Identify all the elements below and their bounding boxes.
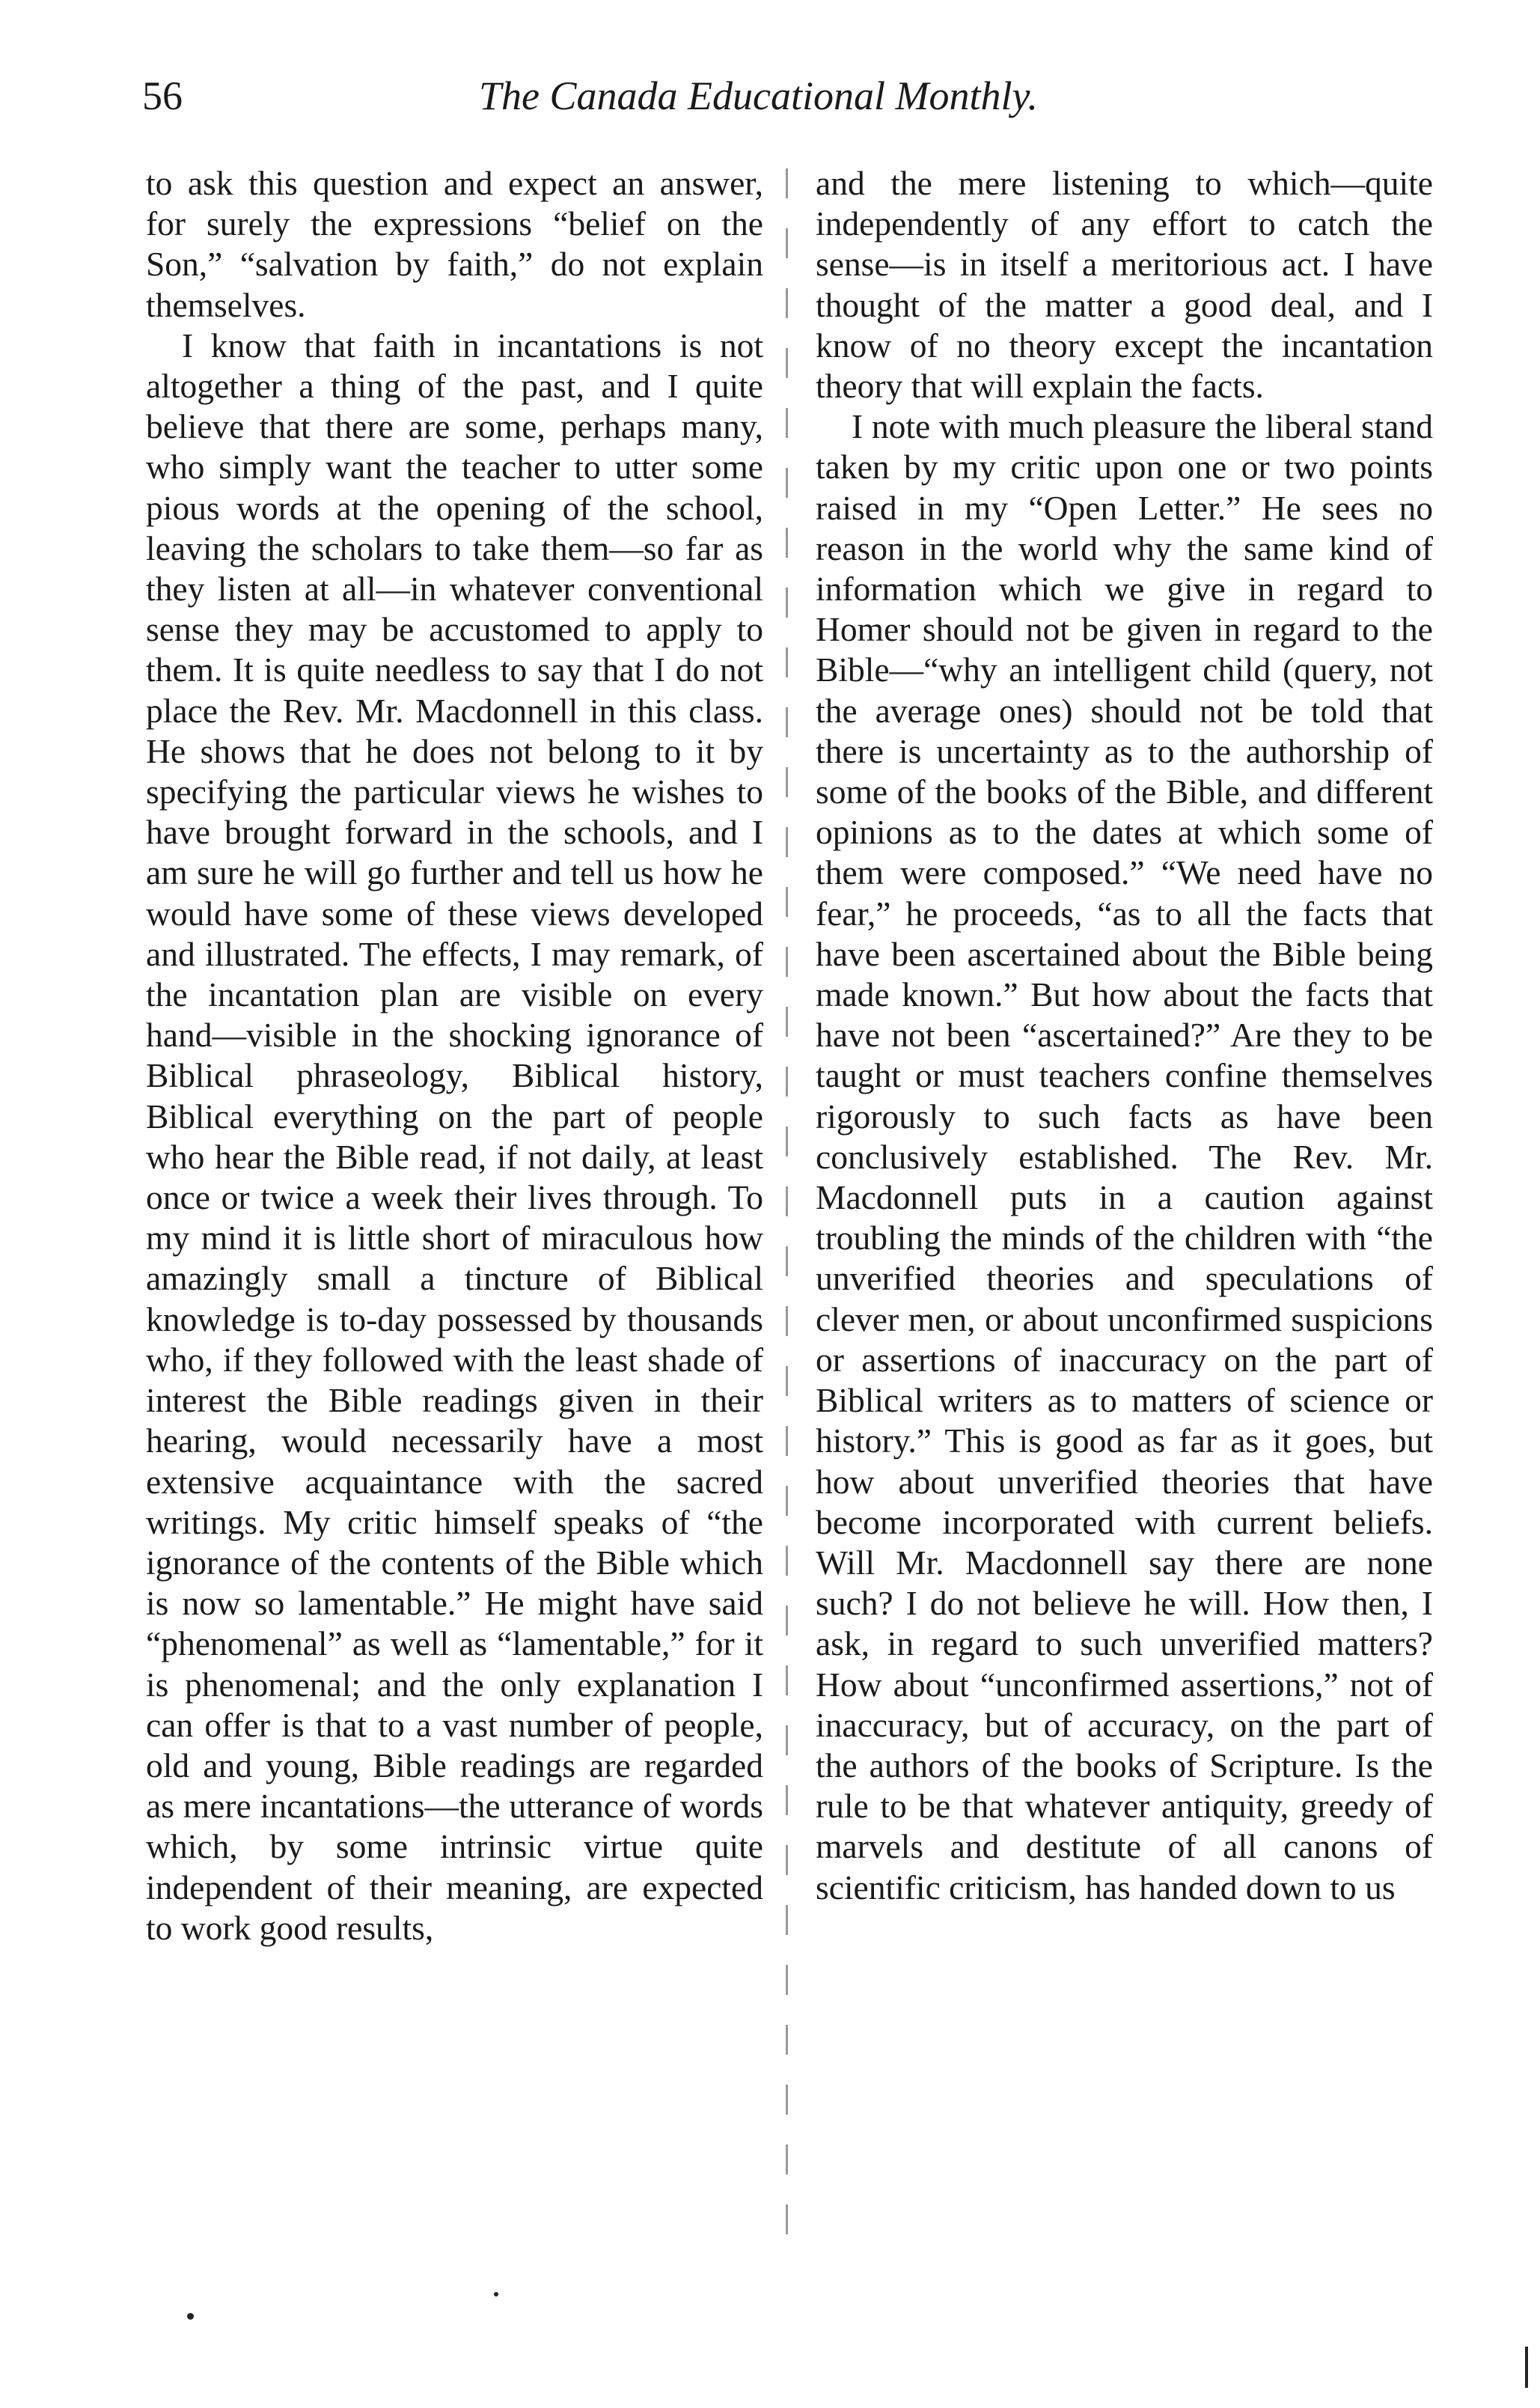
print-speck [494, 2292, 498, 2296]
page-header [142, 66, 1167, 126]
left-paragraph-1: to ask this question and expect an answer, for surely the expressions “belief on the Son,” “salvation by faith,” do not explain themselves. [146, 164, 763, 324]
left-paragraph-2: I know that faith in incantations is not altogether a thing of the past, and I quite believe that there are some, perhaps many, who simply want the teacher to utter some pious words at the opening of the school, leaving the scholars to take them—so far as they listen at all—in whatever conventional sense they may be accustomed to apply to them. It is quite needless to say that I do not place the Rev. Mr. Macdonnell in this class. He shows that he does not belong to it by specifying the particular views he wishes to have brought forward in the schools, and I am sure he will go further and tell us how he would have some of these views developed and illustrated. The effects, I may remark, of the incantation plan are visible on every hand—visible in the shocking ignorance of Biblical phraseology, Biblical history, Biblical everything on the part of people who hear the Bible read, if not daily, at least once or twice a week their lives through. To my mind it is little short of miraculous how amazingly small a tincture of Biblical knowledge is to-day possessed by thousands who, if they followed with the least shade of interest the Bible readings given in their hearing, would necessarily have a most extensive acquaintance with the sacred writings. My critic himself speaks of “the ignorance of the contents of the Bible which is now so lamentable.” He might have said “phenomenal” as well as “lamentable,” for it is phenomenal; and the only explanation I can offer is that to a vast number of people, old and young, Bible readings are regarded as mere incantations—the utterance of words which, by some intrinsic virtue quite independent of their meaning, are expected to work good results, [146, 326, 763, 1947]
print-speck [1525, 2347, 1528, 2388]
right-paragraph-2: I note with much pleasure the liberal stand taken by my critic upon one or two points raised in my “Open Letter.” He sees no reason in the world why the same kind of information which we give in regard to Homer should not be given in regard to the Bible—“why an intelligent child (query, not the average ones) should not be told that there is uncertainty as to the authorship of some of the books of the Bible, and different opinions as to the dates at which some of them were composed.” “We need have no fear,” he proceeds, “as to all the facts that have been ascertained about the Bible being made known.” But how about the facts that have not been “ascertained?” Are they to be taught or must teachers confine themselves rigorously to such facts as have been conclusively established. The Rev. Mr. Macdonnell puts in a caution against troubling the minds of the children with “the unverified theories and speculations of clever men, or about unconfirmed suspicions or assertions of inaccuracy on the part of Biblical writers as to matters of science or history.” This is good as far as it goes, but how about unverified theories that have become incorporated with current beliefs. Will Mr. Macdonnell say there are none such? I do not believe he will. How then, I ask, in regard to such unverified matters? How about “unconfirmed assertions,” not of inaccuracy, but of accuracy, on the part of the authors of the books of Scripture. Is the rule to be that whatever antiquity, greedy of marvels and destitute of all canons of scientific criticism, has handed down to us [816, 407, 1433, 1906]
right-column [816, 163, 1433, 1908]
running-title: The Canada Educational Monthly. [479, 73, 1038, 118]
column-divider [786, 168, 788, 2242]
right-paragraph-1: and the mere listening to which—quite independently of any effort to catch the sense—is in itself a meritorious act. I have thought of the matter a good deal, and I know of no theory except the incantation theory that will explain the facts. [816, 164, 1433, 406]
print-speck [187, 2313, 194, 2320]
left-column [146, 163, 763, 1948]
page-number: 56 [142, 73, 183, 118]
